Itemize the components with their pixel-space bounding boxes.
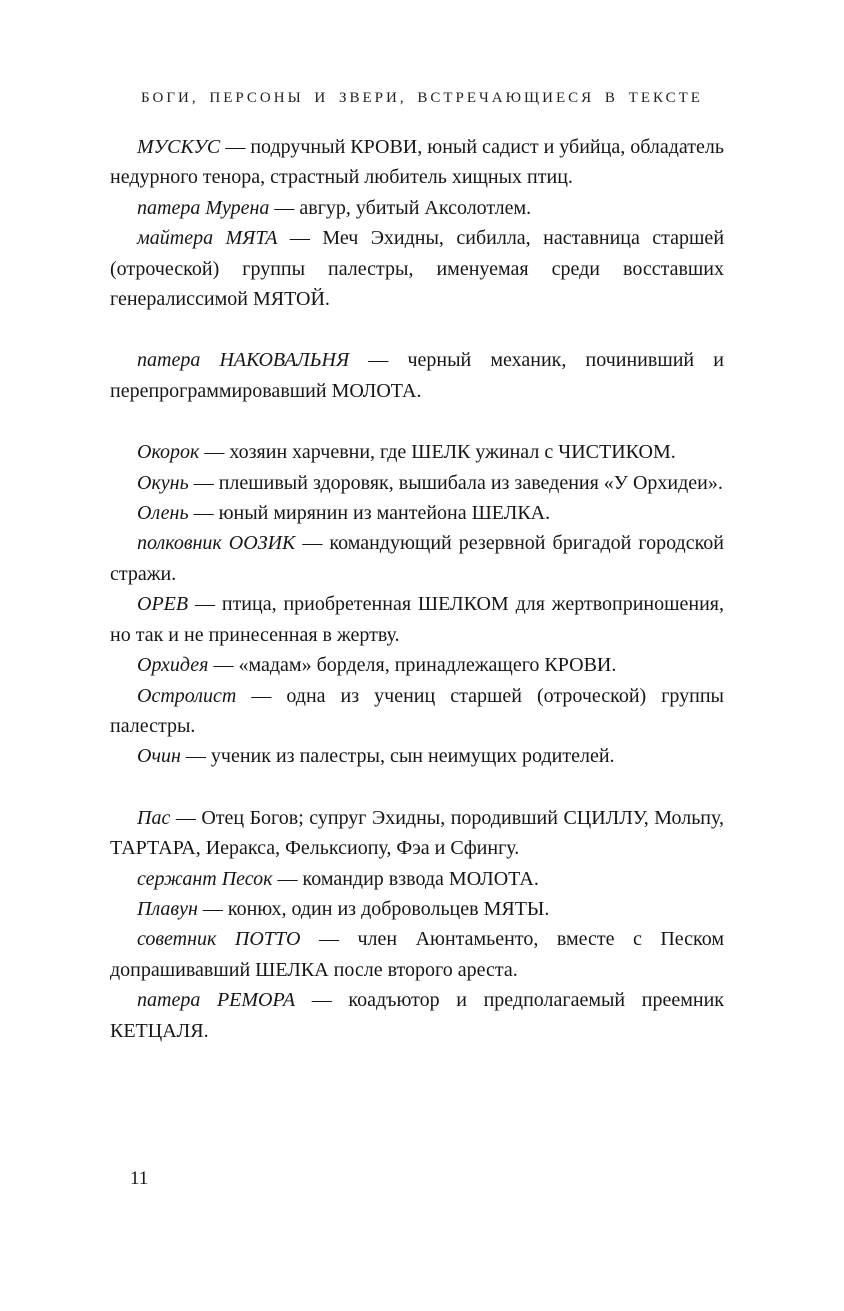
glossary-entry — [110, 345, 724, 406]
entry-term: майтера МЯТА — [137, 227, 278, 250]
entry-term: Остролист — [137, 684, 237, 707]
entry-term: сержант Песок — [137, 867, 273, 890]
glossary-entry — [110, 924, 724, 985]
entry-term: Олень — [137, 502, 189, 525]
entry-definition: — командующий резервной бригадой городской стражи. — [110, 532, 724, 585]
entry-term: советник ПОТТО — [137, 928, 301, 951]
glossary-entry — [110, 894, 724, 924]
entry-definition: — юный мирянин из мантейона ШЕЛКА. — [193, 502, 551, 525]
glossary-entry — [110, 132, 724, 193]
entry-term: патера Мурена — [137, 196, 270, 219]
entry-term: патера НАКОВАЛЬНЯ — [137, 349, 350, 372]
entry-term: патера РЕМОРА — [137, 989, 296, 1012]
entry-definition: — ученик из палестры, сын неимущих родителей. — [185, 745, 615, 768]
glossary-entry — [110, 681, 724, 742]
glossary-entries — [110, 132, 724, 1046]
glossary-entry — [110, 589, 724, 650]
entry-term: полковник ООЗИК — [137, 532, 296, 555]
entry-definition: — подручный КРОВИ, юный садист и убийца, обладатель недурного тенора, страстный любитель хищных птиц. — [110, 136, 725, 189]
entry-definition: — хозяин харчевни, где ШЕЛК ужинал с ЧИСТИКОМ. — [204, 441, 676, 464]
entry-definition: — член Аюнтамьенто, вместе с Песком допрашивавший ШЕЛКА после второго ареста. — [110, 928, 725, 981]
glossary-entry — [110, 193, 724, 223]
glossary-entry — [110, 864, 724, 894]
entry-term: Окунь — [137, 471, 189, 494]
glossary-entry — [110, 437, 724, 467]
running-head: БОГИ, ПЕРСОНЫ И ЗВЕРИ, ВСТРЕЧАЮЩИЕСЯ В ТЕКСТЕ — [141, 90, 703, 106]
entry-term: МУСКУС — [137, 136, 221, 158]
entry-term: Пас — [137, 806, 171, 829]
entry-definition: — Отец Богов; супруг Эхидны, породивший СЦИЛЛУ, Мольпу, ТАРТАРА, Иеракса, Фельксиопу, Фэа и Сфингу. — [110, 806, 725, 860]
glossary-entry — [110, 223, 724, 314]
page-number: 11 — [130, 1168, 149, 1189]
glossary-entry — [110, 650, 724, 680]
entry-term: Окорок — [137, 441, 200, 464]
glossary-entry — [110, 803, 724, 864]
glossary-entry — [110, 741, 724, 771]
entry-term: Орхидея — [137, 654, 209, 677]
glossary-entry — [110, 985, 724, 1046]
entry-definition: — коадъютор и предполагаемый преемник КЕТЦАЛЯ. — [110, 989, 724, 1042]
entry-term: Очин — [137, 745, 181, 768]
entry-definition: — авгур, убитый Аксолотлем. — [274, 196, 532, 219]
entry-definition: — командир взвода МОЛОТА. — [277, 867, 539, 890]
entry-definition: — плешивый здоровяк, вышибала из заведения «У Орхидеи». — [193, 471, 723, 494]
entry-definition: — конюх, один из добровольцев МЯТЫ. — [202, 897, 550, 920]
entry-definition: — черный механик, починивший и перепрограммировавший МОЛОТА. — [110, 349, 724, 402]
entry-term: ОРЕВ — [137, 593, 189, 616]
entry-definition: — Меч Эхидны, сибилла, наставница старшей (отроческой) группы палестры, именуемая среди восставших генералиссимой МЯТОЙ. — [110, 227, 725, 311]
entry-definition: — «мадам» борделя, принадлежащего КРОВИ. — [213, 654, 617, 677]
entry-definition: — одна из учениц старшей (отроческой) группы палестры. — [110, 684, 724, 737]
entry-term: Плавун — [137, 897, 198, 920]
entry-definition: — птица, приобретенная ШЕЛКОМ для жертвоприношения, но так и не принесенная в жертву. — [110, 593, 725, 646]
glossary-entry — [110, 528, 724, 589]
glossary-entry — [110, 498, 724, 528]
glossary-entry — [110, 468, 724, 498]
